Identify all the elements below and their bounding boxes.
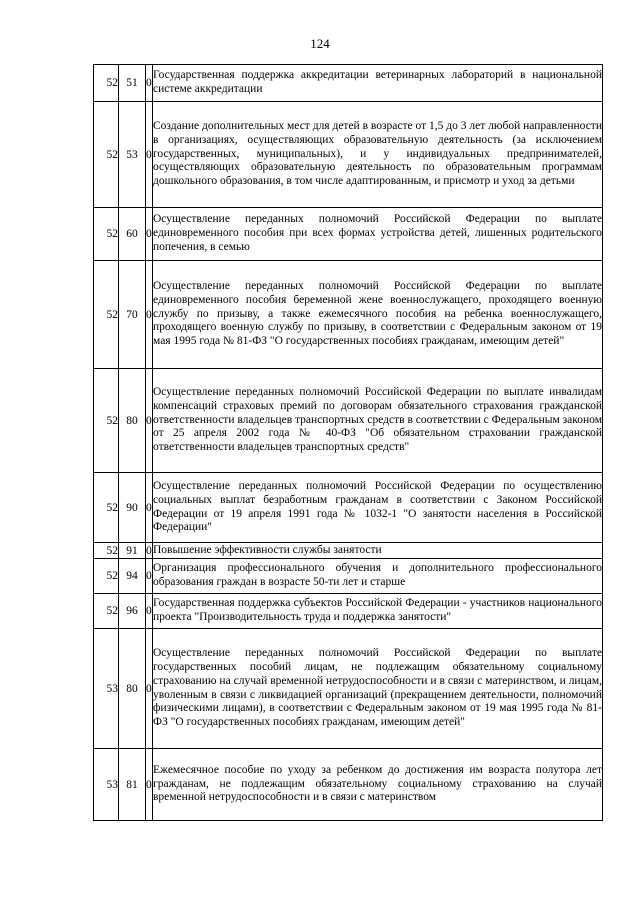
table-row bbox=[94, 473, 603, 543]
row-description: Повышение эффективности службы занятости bbox=[153, 543, 603, 559]
table-row bbox=[94, 261, 603, 369]
code-part-3: 0 bbox=[146, 369, 153, 473]
row-description: Создание дополнительных мест для детей в возрасте от 1,5 до 3 лет любой направленности в организациях, осуществляющих образовательную деятельность (за исключением государственных, муниципальных), и у индивидуальных предпринимателей, осуществляющих образовательную деятельность по образовательным программам дошкольного образования, в том числе адаптированным, и присмотр и уход за детьми bbox=[153, 102, 603, 208]
code-part-3: 0 bbox=[146, 594, 153, 629]
code-part-1: 52 bbox=[94, 594, 119, 629]
table-row bbox=[94, 369, 603, 473]
table-row bbox=[94, 559, 603, 594]
row-description: Осуществление переданных полномочий Российской Федерации по выплате государственных пособий лицам, не подлежащим обязательному социальному страхованию на случай временной нетрудоспособности и в связи с материнством, и лицам, уволенным в связи с ликвидацией организаций (прекращением деятельности, полномочий физическими лицами), в соответствии с Федеральным законом от 19 мая 1995 года № 81-ФЗ "О государственных пособиях гражданам, имеющим детей" bbox=[153, 629, 603, 749]
table-row bbox=[94, 208, 603, 261]
code-part-1: 52 bbox=[94, 543, 119, 559]
code-part-1: 52 bbox=[94, 559, 119, 594]
row-description: Государственная поддержка субъектов Российской Федерации - участников национального проекта "Производительность труда и поддержка занятости" bbox=[153, 594, 603, 629]
code-part-1: 53 bbox=[94, 749, 119, 821]
table-row bbox=[94, 65, 603, 102]
row-description: Осуществление переданных полномочий Российской Федерации по выплате единовременного пособия беременной жене военнослужащего, проходящего военную службу по призыву, а также ежемесячного пособия на ребенка военнослужащего, проходящего военную службу по призыву, в соответствии с Федеральным законом от 19 мая 1995 года № 81-ФЗ "О государственных пособиях гражданам, имеющим детей" bbox=[153, 261, 603, 369]
code-part-1: 52 bbox=[94, 102, 119, 208]
row-description: Осуществление переданных полномочий Российской Федерации по выплате единовременного пособия при всех формах устройства детей, лишенных родительского попечения, в семью bbox=[153, 208, 603, 261]
row-description: Государственная поддержка аккредитации ветеринарных лабораторий в национальной системе аккредитации bbox=[153, 65, 603, 102]
code-part-3: 0 bbox=[146, 473, 153, 543]
code-part-3: 0 bbox=[146, 208, 153, 261]
table-row bbox=[94, 102, 603, 208]
code-part-1: 52 bbox=[94, 65, 119, 102]
code-part-1: 53 bbox=[94, 629, 119, 749]
code-part-2: 81 bbox=[119, 749, 146, 821]
row-description: Ежемесячное пособие по уходу за ребенком до достижения им возраста полутора лет гражданам, не подлежащим обязательному социальному страхованию на случай временной нетрудоспособности и в связи с материнством bbox=[153, 749, 603, 821]
code-part-1: 52 bbox=[94, 369, 119, 473]
budget-classification-table bbox=[93, 64, 603, 821]
code-part-3: 0 bbox=[146, 629, 153, 749]
code-part-1: 52 bbox=[94, 208, 119, 261]
code-part-2: 94 bbox=[119, 559, 146, 594]
code-part-3: 0 bbox=[146, 261, 153, 369]
code-part-3: 0 bbox=[146, 559, 153, 594]
code-part-1: 52 bbox=[94, 261, 119, 369]
code-part-2: 70 bbox=[119, 261, 146, 369]
code-part-2: 51 bbox=[119, 65, 146, 102]
row-description: Осуществление переданных полномочий Российской Федерации по осуществлению социальных выплат безработным гражданам в соответствии с Законом Российской Федерации от 19 апреля 1991 года № 1032-1 "О занятости населения в Российской Федерации" bbox=[153, 473, 603, 543]
code-part-2: 53 bbox=[119, 102, 146, 208]
code-part-3: 0 bbox=[146, 65, 153, 102]
table-row bbox=[94, 749, 603, 821]
code-part-2: 60 bbox=[119, 208, 146, 261]
code-part-3: 0 bbox=[146, 749, 153, 821]
page-number: 124 bbox=[310, 36, 330, 51]
table-row bbox=[94, 629, 603, 749]
code-part-2: 96 bbox=[119, 594, 146, 629]
code-part-3: 0 bbox=[146, 102, 153, 208]
code-part-1: 52 bbox=[94, 473, 119, 543]
code-part-3: 0 bbox=[146, 544, 152, 557]
code-part-2: 80 bbox=[119, 369, 146, 473]
row-description: Осуществление переданных полномочий Российской Федерации по выплате инвалидам компенсаций страховых премий по договорам обязательного страхования гражданской ответственности владельцев транспортных средств в соответствии с Федеральным законом от 25 апреля 2002 года № 40-ФЗ "Об обязательном страховании гражданской ответственности владельцев транспортных средств" bbox=[153, 369, 603, 473]
table-row bbox=[94, 594, 603, 629]
code-part-2: 91 bbox=[119, 543, 146, 559]
row-description: Организация профессионального обучения и дополнительного профессионального образования граждан в возрасте 50-ти лет и старше bbox=[153, 559, 603, 594]
code-part-2: 80 bbox=[119, 629, 146, 749]
code-part-2: 90 bbox=[119, 473, 146, 543]
table-row bbox=[94, 543, 603, 559]
